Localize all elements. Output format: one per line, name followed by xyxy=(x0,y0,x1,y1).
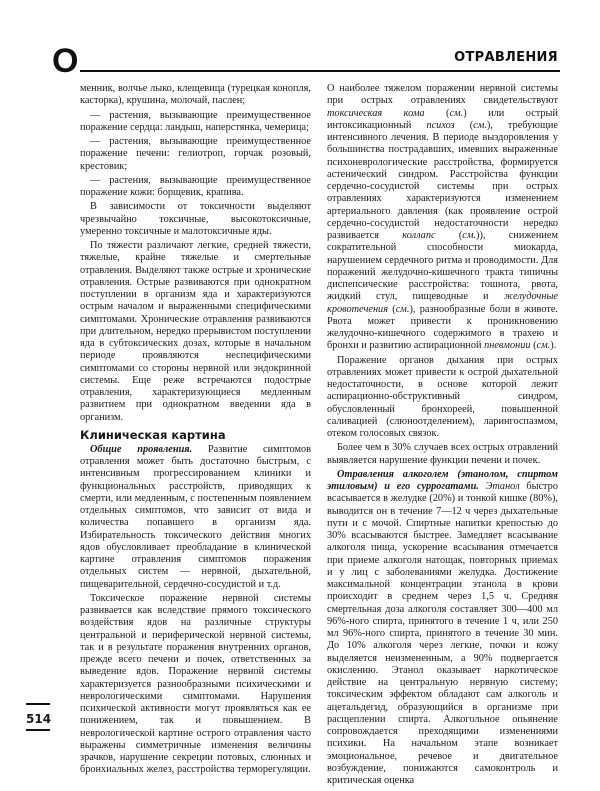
text-run: Развитие симптомов отравления может быть достаточно быстрым, с интенсивным прогрессированием клиники и функциональных расстройств, приводящих к смерти, или медленным, с постепенным появлением отдельных симптомов, что зависит от вида и количества попавшего в организм яда. Избирательность токсического действия многих ядов обусловливает преобладание в клинической картине отравления симптомов поражения отдельных систем — нервной, дыхательной, пищеварительной, сердечно-сосудистой и т.д. xyxy=(80,443,311,590)
italic-term: см. xyxy=(473,119,487,131)
page-number-rule-bottom xyxy=(26,729,50,731)
text-run: В зависимости от токсичности выделяют чрезвычайно токсичные, высокотоксичные, умеренно токсичные и малотоксичные яды. xyxy=(80,201,311,237)
italic-term: пневмонии xyxy=(484,340,531,352)
text-run: ( xyxy=(454,119,474,131)
text-run: менник, волчье лыко, клещевица (турецкая конопля, касторка), крушина, молочай, паслен; xyxy=(80,83,311,107)
text-run: ( xyxy=(424,107,450,119)
header-rule xyxy=(80,70,560,72)
text-run: ) или острый интоксикационный xyxy=(327,107,558,131)
text-run: ), требующие интенсивного лечения. В периоде выздоровления у большинства пострадавших, имевших выраженные психоневрологические расстройства, формируется астенический синдром. Расстройства функции сердечно-сосудистой системы при острых отравлениях характеризуются изменением артериального давления (как проявление острой сердечно-сосудистой недостаточности нередко развивается xyxy=(327,119,558,241)
paragraph xyxy=(327,442,558,467)
text-run: — растения, вызывающие преимущественное поражение кожи: борщевик, крапива. xyxy=(80,174,311,198)
text-run: ), разнообразные боли в животе. Рвота может привести к проникновению желудочно-кишечного содержимого в трахею и бронхи и развитию аспирационной xyxy=(327,303,558,352)
run-in-heading: Отравления алкоголем (этанолом, спиртом этиловым) и его суррогатами. xyxy=(327,468,558,492)
page-number: 514 xyxy=(26,712,52,726)
italic-term: см. xyxy=(449,107,464,119)
text-run: ). xyxy=(550,340,557,352)
italic-term: токсическая кома xyxy=(327,107,425,119)
text-run: — растения, вызывающие преимущественное поражение сердца: ландыш, наперстянка, чемерица; xyxy=(80,109,311,133)
paragraph xyxy=(80,175,311,200)
italic-term: коллапс xyxy=(402,230,436,241)
italic-term: см. xyxy=(395,303,410,315)
page-number-rule-top xyxy=(26,703,50,705)
text-run: ( xyxy=(530,340,537,352)
section-letter: О xyxy=(52,42,79,80)
italic-term: Этанол xyxy=(485,481,520,492)
section-heading xyxy=(80,428,311,442)
text-run: Более чем в 30% случаев всех острых отравлений выявляется нарушение функции печени и почек. xyxy=(327,442,558,466)
text-run: Поражение органов дыхания при острых отравлениях может привести к острой дыхательной недостаточности, в основе которой лежит аспирационно-обструктивный синдром, обусловленный бронхореей, повышенной саливацией (слюноотделением), ларингоспазмом, отеком голосовых связок. xyxy=(327,354,558,439)
paragraph xyxy=(80,593,311,777)
paragraph xyxy=(80,110,311,135)
text-run: ( xyxy=(388,303,396,315)
paragraph xyxy=(80,201,311,238)
paragraph xyxy=(80,136,311,173)
text-run: )), снижением сократительной способности миокарда, нарушением сердечного ритма и проводимости. Для поражений желудочно-кишечного тракта типичны диспепсические расстройства: тошнота, рвота, жидкий стул, пищеводные и xyxy=(327,230,558,303)
text-run: Клиническая картина xyxy=(80,427,226,442)
text-run xyxy=(479,481,486,492)
paragraph xyxy=(327,83,558,353)
right-column xyxy=(327,83,558,789)
text-run: По тяжести различают легкие, средней тяжести, тяжелые, крайне тяжелые и смертельные отравления. Выделяют также острые и хронические отравления. Острые развиваются при однократном поступлении в организм яда и характеризуются острым началом и выраженными специфическими симптомами. Хронические отравления развиваются при длительном, нередко прерывистом поступлении яда в субтоксических дозах, которые в начальном периоде проявляются неспецифическими симптомами со стороны нервной или эндокринной системы. Еще реже встречаются подострые отравления, характеризующиеся медленным развитием при однократном введении яда в организм. xyxy=(80,240,311,423)
running-head-title: ОТРАВЛЕНИЯ xyxy=(454,50,558,65)
text-run: быстро всасывается в желудке (20%) и тонкой кишке (80%), выводится он в течение 7—12 ч через дыхательные пути и с мочой. Спиртные напитки крепостью до 30% всасываются быстрее. Замедляет всасывание алкоголя пища, ускорение всасывания отмечается при приеме алкоголя натощак, повторных приемах и у лиц с заболеваниями желудка. Достижение максимальной концентрации этанола в крови происходит в среднем через 1,5 ч. Средняя смертельная доза алкоголя составляет 300—400 мл 96%-ного спирта, принятого в течение 1 ч, или 250 мл 96%-ного спирта, принятого в течение 30 мин. До 10% алкоголя через легкие, почки и кожу выделяется неизмененным, а 90% подвергается окислению. Этанол оказывает наркотическое действие на центральную нервную систему; токсическим эффектом обладают сам алкоголь и ацетальдегид, образующийся в организме при расщеплении спирта. Алкогольное опьянение сопровождается преходящими изменениями психики. На начальном этапе возникает эмоциональное, речевое и двигательное возбуждение, понижаются самоконтроль и критическая оценка xyxy=(327,481,558,786)
paragraph xyxy=(80,83,311,108)
text-run: — растения, вызывающие преимущественное поражение печени: гелиотроп, горчак розовый, крестовик; xyxy=(80,136,311,172)
italic-term: психоз xyxy=(426,119,455,131)
left-column xyxy=(80,83,311,779)
paragraph xyxy=(80,444,311,591)
text-run: Токсическое поражение нервной системы развивается как вследствие прямого токсического воздействия ядов на различные структуры центральной и периферической нервной системы, так и в результате поражения внутренних органов, прежде всего печени и почек, ответственных за выведение ядов. Поражение нервной системы характеризуется разнообразными психическими и неврологическими симптомами. Нарушения психической активности могут проявляться как ее понижением, так и повышением. В неврологической картине острого отравления часто выражены симметричные изменения величины зрачков, нарушение секреции потовых, слюнных и бронхиальных желез, расстройства терморегуляции. xyxy=(80,592,311,776)
paragraph xyxy=(80,240,311,424)
run-in-heading: Общие проявления. xyxy=(90,443,193,455)
italic-term: желудочные кровотечения xyxy=(327,291,558,315)
paragraph xyxy=(327,355,558,441)
text-run: О наиболее тяжелом поражении нервной системы при острых отравлениях свидетельствуют xyxy=(327,83,558,107)
text-run: ( xyxy=(435,230,463,241)
italic-term: см. xyxy=(536,340,551,352)
paragraph xyxy=(327,469,558,788)
italic-term: см. xyxy=(462,230,477,241)
